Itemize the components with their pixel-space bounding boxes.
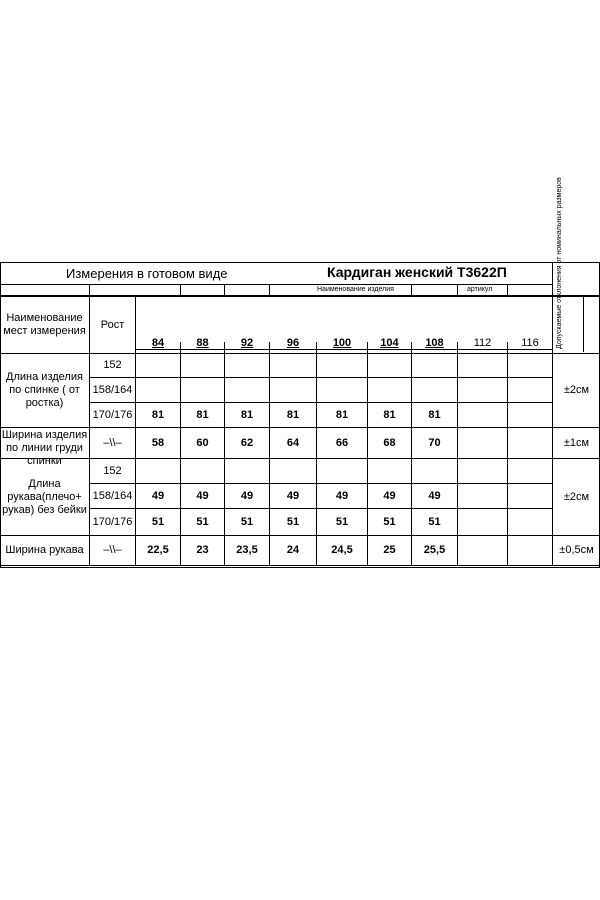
height-158-164: 158/164 [92,383,133,396]
back-length-84: 81 [151,408,165,421]
chest-width-108: 70 [428,436,441,449]
chest-width-96: 64 [286,436,300,449]
sleeve-170-96: 51 [286,515,300,528]
size-100: 100 [332,336,352,349]
chest-width-height-mark: –\\– [103,436,122,449]
chest-width-100: 66 [335,436,349,449]
sleeve-158-100: 49 [335,489,349,502]
back-length-label: Длина изделия по спинке ( от ростка) [6,371,83,409]
back-length-104: 81 [383,408,396,421]
sleeve-height-158-164: 158/164 [92,489,133,502]
product-title: Кардиган женский Т3622П [327,264,507,280]
size-108: 108 [425,336,444,349]
sleeve-width-92: 23,5 [236,544,258,556]
chest-width-84: 58 [151,436,165,449]
size-88: 88 [196,336,209,349]
sleeve-width-label: Ширина рукава [5,544,84,556]
size-116: 116 [521,336,539,349]
sleeve-170-100: 51 [335,515,349,528]
sleeve-170-108: 51 [428,515,441,528]
chest-width-104: 68 [383,436,396,449]
place-header: Наименование мест измерения [3,312,86,337]
sleeve-158-104: 49 [383,489,396,502]
back-length-tolerance: ±2см [563,384,590,396]
tolerance-header: Допускаемые отклонения от номинальных размеров [556,177,563,349]
sleeve-length-label: Длина рукава(плечо+ рукав) без бейки [2,477,87,516]
sleeve-width-88: 23 [196,544,209,556]
sleeve-width-100: 24,5 [331,544,353,556]
chest-width-92: 62 [240,436,254,449]
measurements-title: Измерения в готовом виде [66,266,228,281]
size-96: 96 [286,336,300,349]
sleeve-158-108: 49 [428,489,441,502]
sleeve-170-104: 51 [383,515,396,528]
sleeve-height-170-176: 170/176 [92,515,133,528]
sleeve-158-92: 49 [240,489,254,502]
size-84: 84 [151,336,165,349]
sleeve-158-88: 49 [196,489,209,502]
chest-width-88: 60 [196,436,209,449]
height-header: Рост [100,318,125,331]
sleeve-width-height-mark: –\\– [103,544,122,556]
back-length-108: 81 [428,408,441,421]
chest-width-label: Ширина изделия по линии груди спинки [1,429,88,467]
back-length-96: 81 [286,408,300,421]
chest-width-tolerance: ±1см [563,436,590,449]
sleeve-170-84: 51 [151,515,165,528]
sleeve-width-108: 25,5 [423,544,446,556]
back-length-92: 81 [240,408,254,421]
sleeve-width-tolerance: ±0,5см [559,544,594,556]
sleeve-158-96: 49 [286,489,300,502]
sleeve-158-84: 49 [151,489,165,502]
product-name-label: Наименование изделия [317,286,394,293]
sleeve-width-96: 24 [286,544,300,556]
sleeve-170-92: 51 [240,515,254,528]
height-152: 152 [103,359,122,371]
size-104: 104 [380,336,399,349]
size-112: 112 [473,336,492,349]
back-length-88: 81 [196,408,209,421]
back-length-100: 81 [335,408,349,421]
sleeve-width-104: 25 [383,544,396,556]
height-170-176: 170/176 [92,408,133,421]
article-label: артикул [467,286,493,293]
size-chart-sheet [0,177,600,568]
sleeve-length-tolerance: ±2см [563,490,590,503]
size-92: 92 [240,336,254,349]
sleeve-170-88: 51 [196,515,209,528]
sleeve-width-84: 22,5 [147,544,169,556]
sleeve-height-152: 152 [103,464,122,477]
